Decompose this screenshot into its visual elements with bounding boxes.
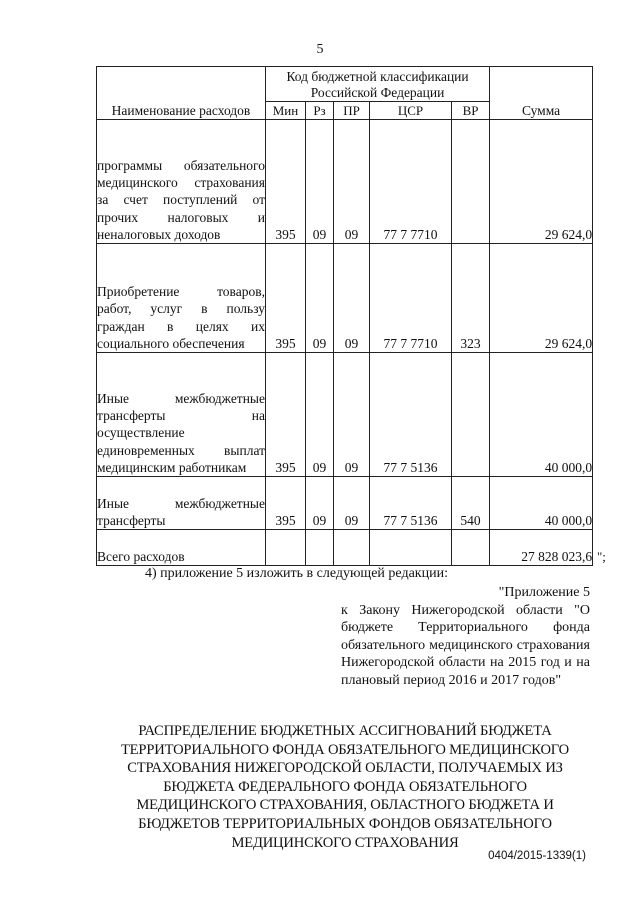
header-sum: Сумма bbox=[490, 67, 593, 120]
appendix-title: "Приложение 5 bbox=[498, 585, 590, 600]
cell-rz: 09 bbox=[306, 120, 334, 244]
cell-vr bbox=[452, 530, 490, 566]
header-pr: ПР bbox=[334, 102, 370, 120]
cell-pr: 09 bbox=[334, 244, 370, 353]
cell-rz: 09 bbox=[306, 244, 334, 353]
document-heading: РАСПРЕДЕЛЕНИЕ БЮДЖЕТНЫХ АССИГНОВАНИЙ БЮДЖЕТА ТЕРРИТОРИАЛЬНОГО ФОНДА ОБЯЗАТЕЛЬНОГО МЕДИЦИНСКОГО СТРАХОВАНИЯ НИЖЕГОРОДСКОЙ ОБЛАСТИ, ПОЛУЧАЕМЫХ ИЗ БЮДЖЕТА ФЕДЕРАЛЬНОГО ФОНДА ОБЯЗАТЕЛЬНОГО МЕДИЦИНСКОГО СТРАХОВАНИЯ, ОБЛАСТНОГО БЮДЖЕТА И БЮДЖЕТОВ ТЕРРИТОРИАЛЬНЫХ ФОНДОВ ОБЯЗАТЕЛЬНОГО МЕДИЦИНСКОГО СТРАХОВАНИЯ bbox=[120, 723, 570, 851]
cell-min: 395 bbox=[266, 244, 306, 353]
header-min: Мин bbox=[266, 102, 306, 120]
header-code-group: Код бюджетной классификации Российской Федерации bbox=[266, 67, 490, 102]
row-name: программы обязательного медицинского страхования за счет поступлений от прочих налоговых и неналоговых доходов bbox=[97, 120, 266, 244]
row-name: Приобретение товаров, работ, услуг в пользу граждан в целях их социального обеспечения bbox=[97, 244, 266, 353]
cell-vr bbox=[452, 120, 490, 244]
row-name: Всего расходов bbox=[97, 530, 266, 566]
table-row bbox=[97, 244, 593, 353]
cell-csr: 77 7 5136 bbox=[370, 477, 452, 530]
cell-csr: 77 7 7710 bbox=[370, 244, 452, 353]
cell-sum: 40 000,0 bbox=[490, 477, 593, 530]
cell-sum: 29 624,0 bbox=[490, 244, 593, 353]
cell-sum-total: 27 828 023,6 bbox=[490, 530, 593, 566]
table-row-total bbox=[97, 530, 593, 566]
cell-sum: 29 624,0 bbox=[490, 120, 593, 244]
cell-rz bbox=[306, 530, 334, 566]
closing-quote-mark: "; bbox=[597, 549, 606, 564]
item-4-text: 4) приложение 5 изложить в следующей редакции: bbox=[145, 566, 448, 581]
appendix-body: к Закону Нижегородской области "О бюджете Территориального фонда обязательного медицинского страхования Нижегородской области на 2015 год и на плановый период 2016 и 2017 годов" bbox=[341, 602, 590, 688]
cell-pr: 09 bbox=[334, 120, 370, 244]
table-row bbox=[97, 353, 593, 477]
cell-rz: 09 bbox=[306, 477, 334, 530]
table-row bbox=[97, 120, 593, 244]
header-rz: Рз bbox=[306, 102, 334, 120]
cell-min: 395 bbox=[266, 477, 306, 530]
cell-vr: 540 bbox=[452, 477, 490, 530]
cell-min bbox=[266, 530, 306, 566]
cell-rz: 09 bbox=[306, 353, 334, 477]
header-csr: ЦСР bbox=[370, 102, 452, 120]
cell-vr bbox=[452, 353, 490, 477]
budget-table bbox=[96, 66, 593, 566]
page-number: 5 bbox=[316, 42, 324, 57]
appendix-reference bbox=[341, 584, 590, 690]
cell-sum: 40 000,0 bbox=[490, 353, 593, 477]
header-vr: ВР bbox=[452, 102, 490, 120]
cell-csr: 77 7 5136 bbox=[370, 353, 452, 477]
cell-pr: 09 bbox=[334, 477, 370, 530]
cell-pr: 09 bbox=[334, 353, 370, 477]
cell-pr bbox=[334, 530, 370, 566]
cell-vr: 323 bbox=[452, 244, 490, 353]
row-name: Иные межбюджетные трансферты bbox=[97, 477, 266, 530]
cell-csr bbox=[370, 530, 452, 566]
document-code: 0404/2015-1339(1) bbox=[488, 850, 586, 862]
table-row bbox=[97, 477, 593, 530]
cell-csr: 77 7 7710 bbox=[370, 120, 452, 244]
row-name: Иные межбюджетные трансферты на осуществление единовременных выплат медицинским работникам bbox=[97, 353, 266, 477]
header-name: Наименование расходов bbox=[97, 67, 266, 120]
cell-min: 395 bbox=[266, 120, 306, 244]
cell-min: 395 bbox=[266, 353, 306, 477]
